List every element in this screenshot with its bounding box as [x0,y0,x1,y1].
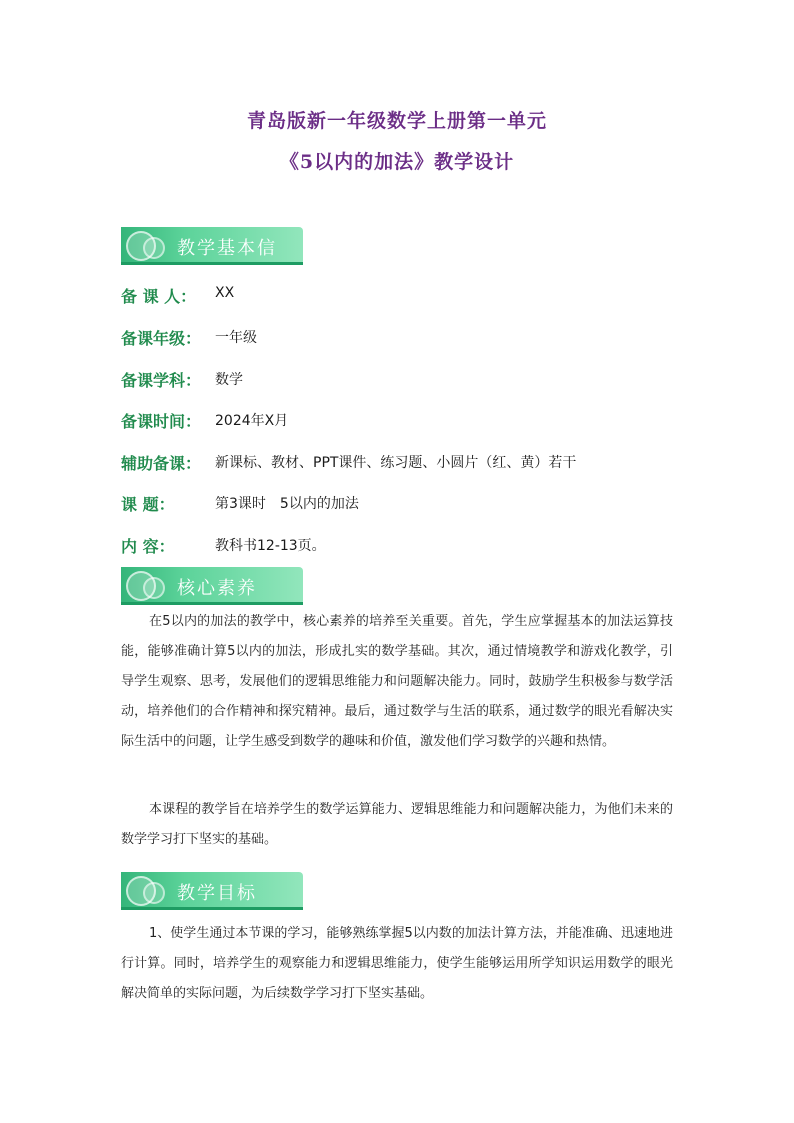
info-label: 备课学科： [121,371,202,390]
core-paragraph-2: 本课程的教学旨在培养学生的数学运算能力、逻辑思维能力和问题解决能力，为他们未来的数学学习打下坚实的基础。 [121,802,673,847]
document-title-line2: 《5以内的加法》教学设计 [279,151,515,173]
info-value: 2024年X月 [215,413,289,429]
banner-circle-icon [143,577,165,599]
info-label: 备课年级： [121,329,202,348]
section-heading: 教学目标 [177,883,257,904]
core-paragraph-1: 在5以内的加法的教学中，核心素养的培养至关重要。首先，学生应掌握基本的加法运算技能，能够准确计算5以内的加法，形成扎实的数学基础。其次，通过情境教学和游戏化教学，引导学生观察、思考，发展他们的逻辑思维能力和问题解决能力。同时，鼓励学生积极参与数学活动，培养他们的合作精神和探究精神。最后，通过数学与生活的联系，通过数学的眼光看解决实际生活中的问题，让学生感受到数学的趣味和价值，激发他们学习数学的兴趣和热情。 [121,614,673,749]
info-value: 数学 [215,372,243,388]
info-value: 教科书12-13页。 [215,538,326,554]
info-label: 备课时间： [121,412,202,431]
document-title-line1: 青岛版新一年级数学上册第一单元 [246,110,547,132]
info-label: 辅助备课： [121,454,202,473]
info-value: 新课标、教材、PPT课件、练习题、小圆片（红、黄）若干 [215,455,577,471]
info-label: 课 题： [121,495,175,514]
info-value: 一年级 [215,330,257,346]
info-label: 内 容： [121,537,175,556]
section-banner-basic-info [121,227,303,265]
section-banner-goals [121,872,303,910]
info-value: XX [215,285,235,301]
section-heading: 教学基本信 [177,238,277,259]
section-banner-core [121,567,303,605]
banner-circle-icon [143,882,165,904]
banner-circle-icon [143,237,165,259]
goal-item-1: 1、使学生通过本节课的学习，能够熟练掌握5以内数的加法计算方法，并能准确、迅速地进行计算。同时，培养学生的观察能力和逻辑思维能力，使学生能够运用所学知识运用数学的眼光解决简单的实际问题，为后续数学学习打下坚实基础。 [121,926,673,1001]
info-label: 备 课 人： [121,287,197,306]
section-heading: 核心素养 [177,578,257,599]
info-value: 第3课时 5以内的加法 [215,496,359,512]
